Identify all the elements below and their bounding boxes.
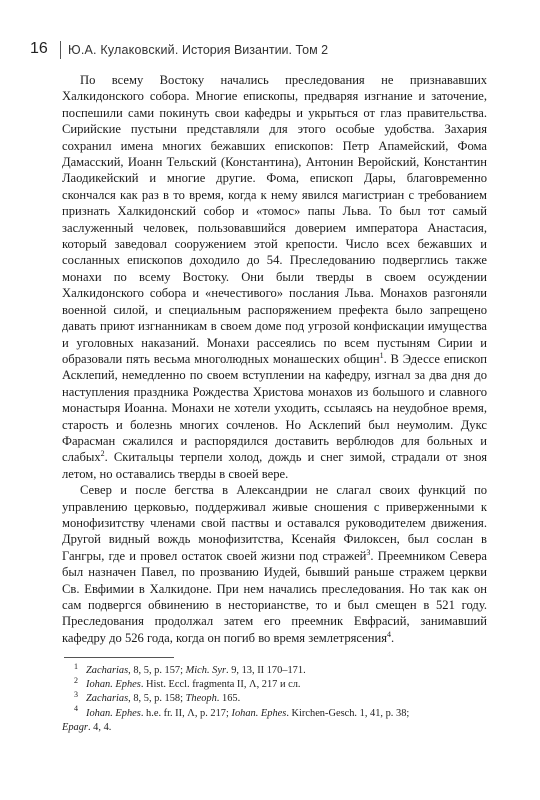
footnote-text: . h.e. fr. II, Λ, p. 217; (140, 707, 232, 719)
footnote-source: Iohan. Ephes (231, 707, 287, 719)
footnote-1: 1 Zacharias, 8, 5, p. 157; Mich. Syr. 9, 13, II 170–171. (74, 661, 306, 676)
page-number: 16 (30, 40, 48, 57)
paragraph-1 (62, 72, 487, 482)
footnote-source: Iohan. Ephes (86, 707, 141, 719)
paragraph-2-text-b: . Преемником Севера был назначен Павел, по прозванию Иудей, бывший раньше стражем церкви Св. Евфимии в Халкидоне. При нем начались преследования. Но так как он сам подвергся обвинению в несторианстве, то и был смещен в 521 году. Преследования продолжал затем его преемник Евфрасий, занимавший кафедру до 526 года, когда он погиб во время землетрясения (62, 548, 487, 645)
footnote-source: Iohan. Ephes (86, 679, 141, 691)
main-text (62, 72, 487, 646)
header-divider (60, 41, 61, 59)
paragraph-2 (62, 482, 487, 646)
paragraph-2-text-a: Север и после бегства в Александрии не слагал своих функций по управлению церковью, поддерживал живые сношения с приверженными к монофизитству членами свой паствы и оставался руководителем движения. Другой видный вождь монофизитства, Ксенайя Филоксен, был сослан в Гангры, где и провел остаток своей жизни под стражей (62, 483, 487, 563)
footnote-source: Mich. Syr (185, 665, 227, 676)
footnote-2: 2 Iohan. Ephes. Hist. Eccl. fragmenta II, Λ, 217 и сл. (74, 675, 301, 691)
footnote-4: 4 Iohan. Ephes. h.e. fr. II, Λ, p. 217; Iohan. Ephes. Kirchen-Gesch. 1, 41, p. 38; Epagr. 4, 4. (62, 707, 487, 735)
footnote-rule (64, 657, 174, 658)
footnote-text: , 8, 5, p. 158; (128, 693, 186, 705)
paragraph-1-text-a: По всему Востоку начались преследования не признававших Халкидонского собора. Многие епископы, предваряя изгнание и заточение, поспешили сами покинуть свои кафедры и укрыться от глаз правительства. Сирийские пустыни представляли для этого особые удобства. Захария сохранил имена многих бежавших епископов: Петр Апамейский, Фома Дамасский, Иоанн Тельский (Константина), Антонин Веройский, Константин Лаодикейский и многие другие. Фома, епископ Дары, благовременно скончался как раз в то время, когда к нему явился магистриан с требованием признать Халкидонский собор и «томос» папы Льва. То был тот самый заслуженный человек, пользовавшийся доверием императора Анастасия, который заведовал сооружением этой крепости. Число всех бежавших и сосланных епископов доходило до 54. Преследованию подверглись также монахи по всему Востоку. Они были тверды в своем осуждении Халкидонского собора и «нечестивого» послания Льва. Монахов разгоняли военной силой, и специальным распоряжением префекта было запрещено давать приют изгнанникам в своем доме под угрозой конфискации имущества и уголовных наказаний. Монахи рассеялись по всем пустыням Сирии и образовали пять весьма многолюдных монашеских общин (62, 73, 487, 366)
footnotes (62, 661, 487, 735)
footnote-source: Zacharias (86, 665, 129, 676)
running-title (68, 43, 328, 57)
header-title: История Византии. Том 2 (182, 43, 329, 57)
footnote-3: 3 Zacharias, 8, 5, p. 158; Theoph. 165. (74, 689, 241, 705)
footnote-source: Epagr (62, 721, 88, 733)
footnote-text: , 8, 5, p. 157; (128, 665, 186, 676)
footnote-text: . Hist. Eccl. fragmenta II, Λ, 217 и сл. (140, 679, 301, 691)
header-author: Ю.А. Кулаковский. (68, 43, 179, 57)
footnote-ref-4: 4 (387, 629, 392, 639)
paragraph-1-text-b: . В Эдессе епископ Асклепий, немедленно по своем вступлении на кафедру, изгнал за два дня до наступления праздника Рождества Христова монахов из большого и славного монастыря Иоанна. Монахи не хотели уходить, ссылаясь на неудобное время, старость и болезнь многих сочленов. Но Асклепий был неумолим. Дукс Фарасман сжалился и распорядился доставить верблюдов для больных и слабых (62, 351, 487, 465)
footnote-text: . 165. (216, 693, 241, 705)
footnote-source: Zacharias (86, 693, 129, 705)
paragraph-2-text-c: . (391, 630, 395, 645)
footnote-ref-2: 2 (100, 449, 105, 459)
footnote-text: . Kirchen-Gesch. 1, 41, p. 38; (286, 707, 410, 719)
paragraph-1-text-c: . Скитальцы терпели холод, дождь и снег зимой, страдали от зноя летом, но оставались тверды в своей вере. (62, 450, 487, 481)
footnote-4-continuation (62, 721, 487, 735)
footnote-source: Theoph (185, 693, 217, 705)
footnote-text: . 9, 13, II 170–171. (226, 665, 306, 676)
footnote-ref-1: 1 (379, 350, 384, 360)
footnote-ref-3: 3 (366, 547, 371, 557)
footnote-text: . 4, 4. (87, 721, 112, 733)
